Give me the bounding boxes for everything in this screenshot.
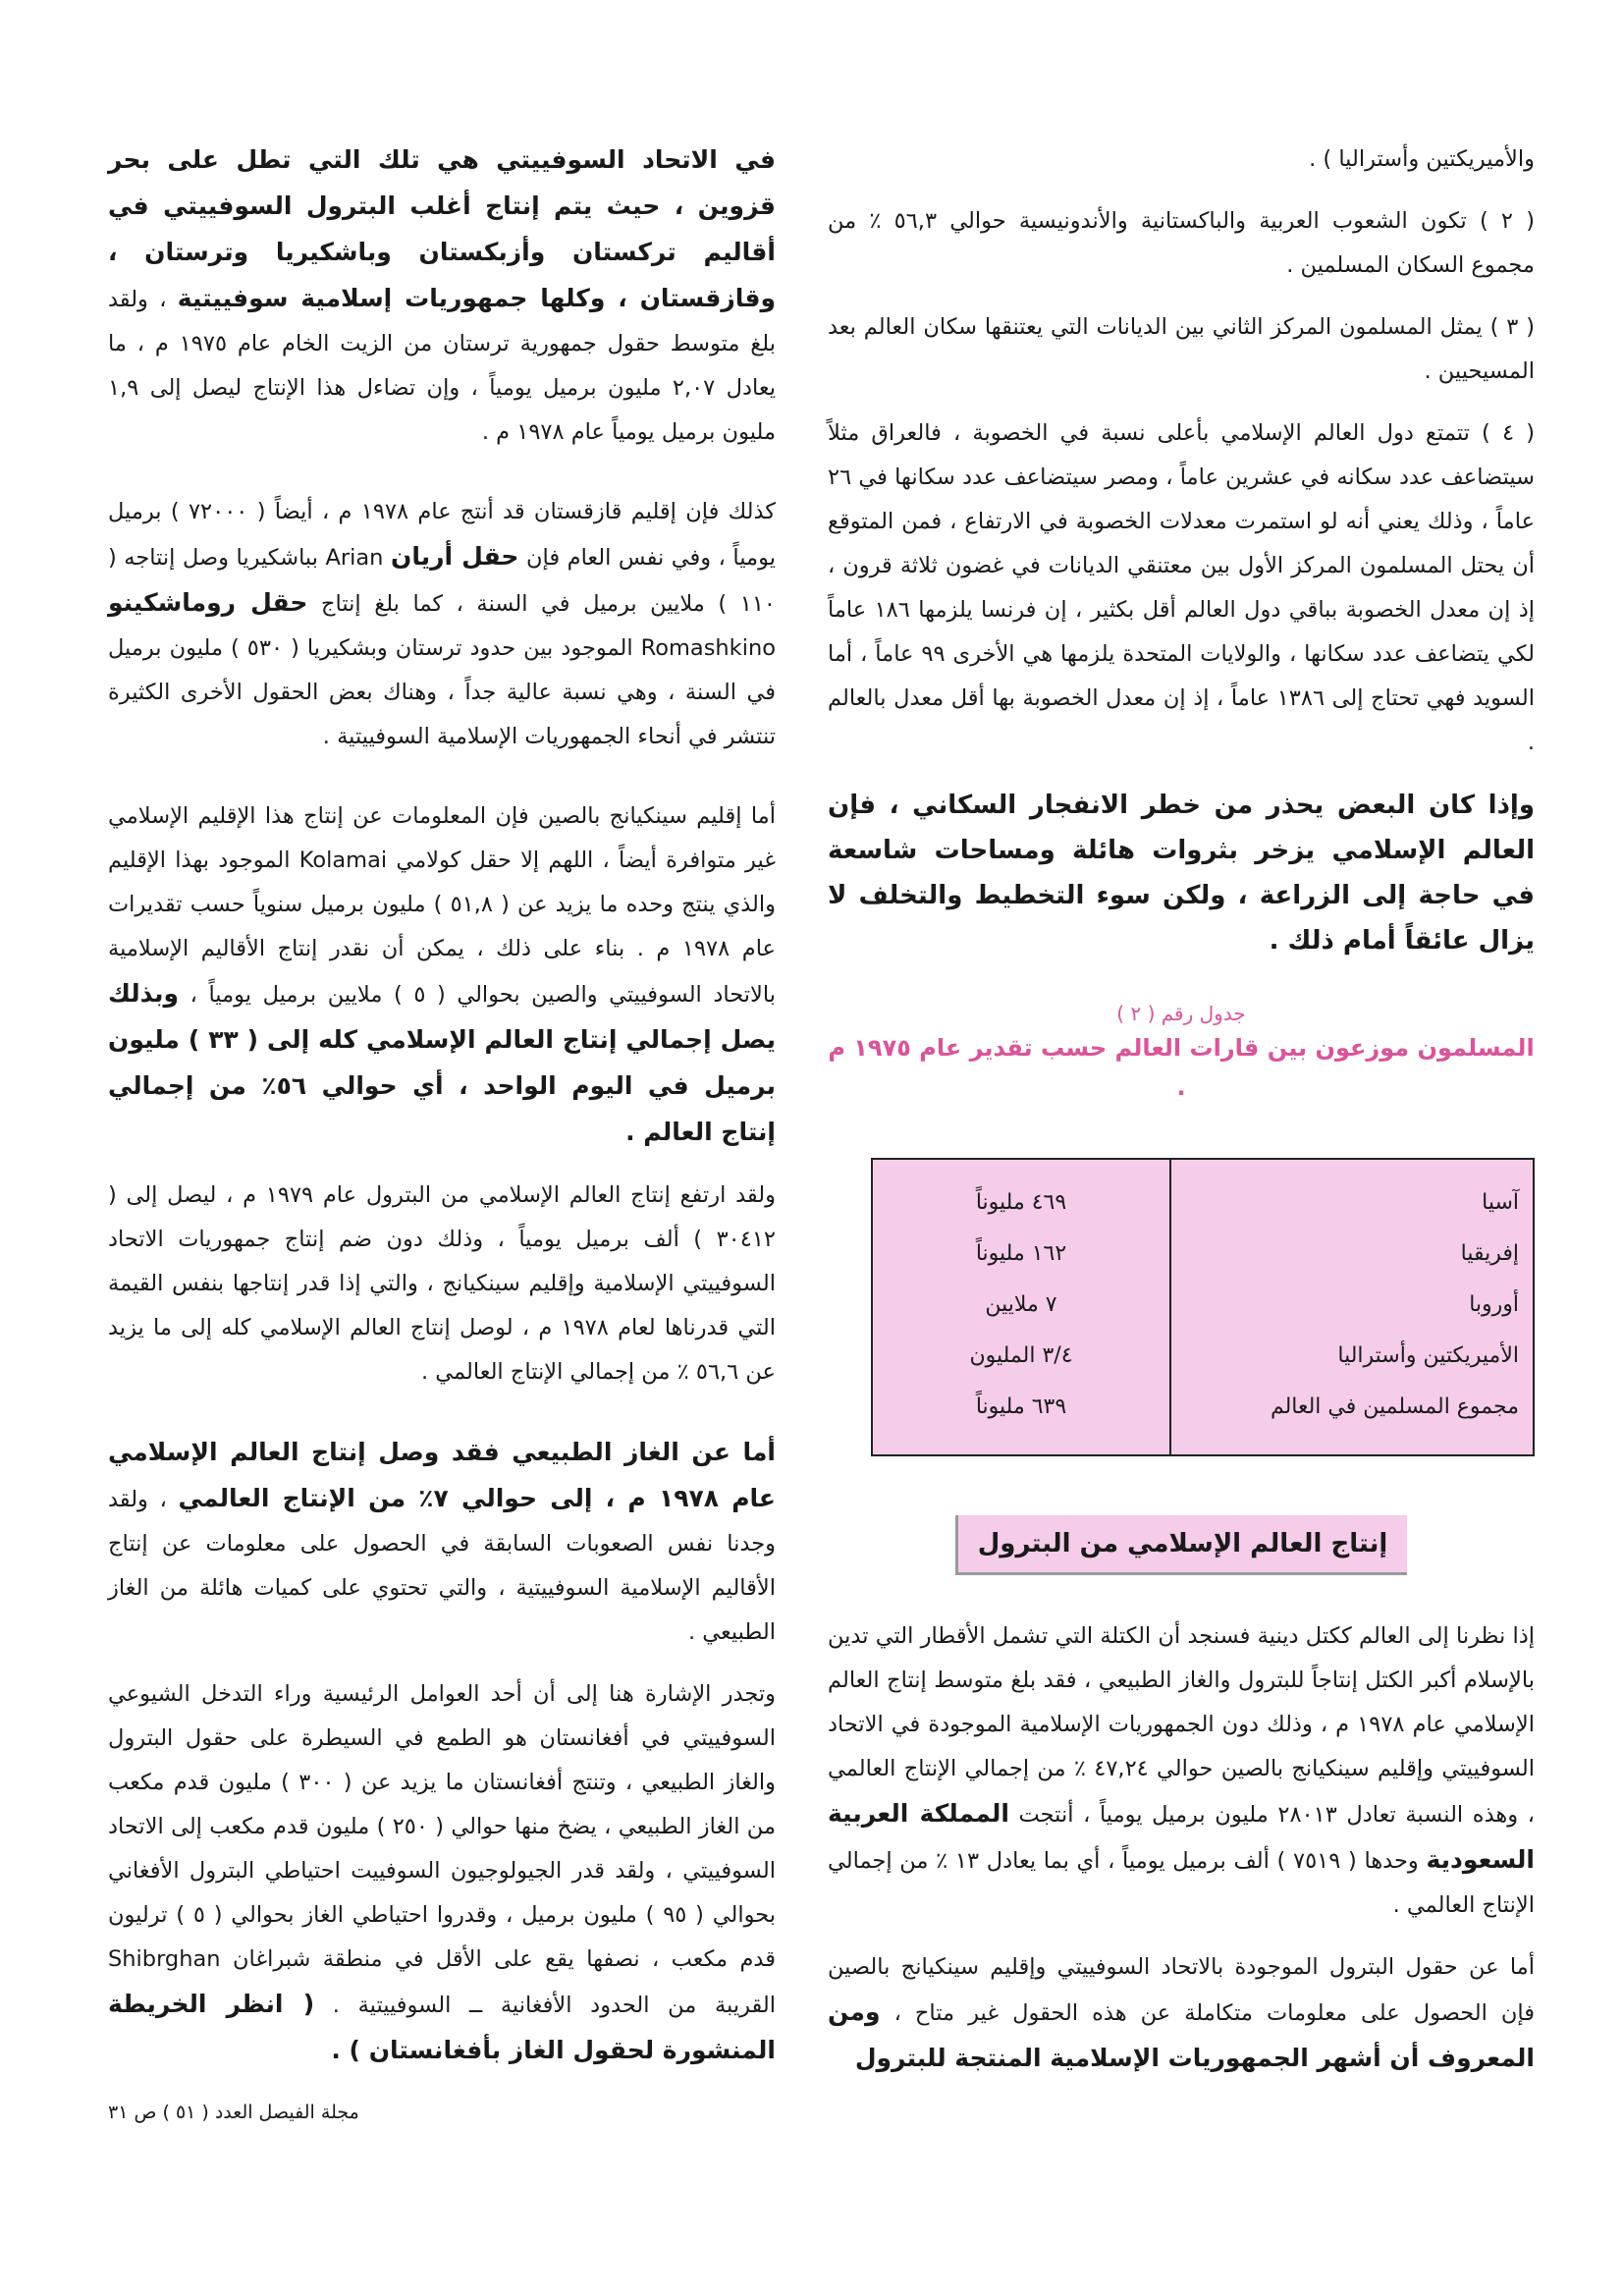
text-span: أما عن حقول البترول الموجودة بالاتحاد السوفييتي وإقليم سينكيانج بالصين فإن الحصول على معلومات متكاملة عن هذه الحقول غير متاح ، [828, 1954, 1536, 2026]
text-span: ، ولقد بلغ متوسط حقول جمهورية ترستان من الزيت الخام عام ١٩٧٥ م ، ما يعادل ٢,٠٧ مليون برميل يومياً ، وإن تضاءل هذا الإنتاج ليصل إلى ١,٩ مليون برميل يومياً عام ١٩٧٨ م . [108, 287, 776, 445]
table-row [872, 1280, 1534, 1331]
paragraph-point-2: ( ٢ ) تكون الشعوب العربية والباكستانية والأندونيسية حوالي ٥٦,٣ ٪ من مجموع السكان المسلمين . [828, 208, 1535, 278]
section-heading-oil: إنتاج العالم الإسلامي من البترول [955, 1515, 1407, 1575]
paragraph-continuation: والأميريكتين وأستراليا ) . [1309, 146, 1535, 172]
paragraph-kazakhstan [108, 490, 776, 759]
text-span: Arian بباشكيريا وصل إنتاجه ( ١١٠ ) ملايين برميل في السنة ، كما بلغ إنتاج [108, 545, 776, 617]
table-row [872, 1159, 1534, 1229]
paragraph-soviet-fields [828, 1945, 1535, 2082]
text-span: أما إقليم سينكيانج بالصين فإن المعلومات عن إنتاج هذا الإقليم الإسلامي غير متوافرة أيضاً ، اللهم إلا حقل كولامي Kolamai الموجود بهذا الإقليم والذي ينتج وحده ما يزيد عن ( ٥١,٨ ) مليون برميل سنوياً حسب تقديرات عام ١٩٧٨ م . بناء على ذلك ، يمكن أن نقدر إنتاج الأقاليم الإسلامية بالاتحاد السوفييتي والصين بحوالي ( ٥ ) ملايين برميل يومياً ، [108, 803, 776, 1008]
table-cell-value: ٦٣٩ مليوناً [975, 1394, 1067, 1419]
bold-natural-gas: أما عن الغاز الطبيعي فقد وصل إنتاج العالم الإسلامي عام ١٩٧٨ م ، إلى حوالي ٧٪ من الإنتاج العالمي [108, 1438, 777, 1512]
bold-paragraph-population: وإذا كان البعض يحذر من خطر الانفجار السكاني ، فإن العالم الإسلامي يزخر بثروات هائلة ومساحات شاسعة في حاجة إلى الزراعة ، ولكن سوء التخطيط والتخلف لا يزال عائقاً أمام ذلك . [828, 791, 1535, 956]
table-row [872, 1229, 1534, 1280]
table-cell-value: ١٦٢ مليوناً [975, 1241, 1067, 1266]
text-span: وحدها ( ٧٥١٩ ) ألف برميل يومياً ، أي بما يعادل ١٣ ٪ من إجمالي الإنتاج العالمي . [828, 1848, 1535, 1918]
table-cell-region: مجموع المسلمين في العالم [1170, 1382, 1534, 1455]
bold-saudi-arabia: المملكة العربية السعودية [828, 1799, 1535, 1874]
text-span: إذا نظرنا إلى العالم ككتل دينية فسنجد أن الكتلة التي تشمل الأقطار التي تدين بالإسلام أكبر الكتل إنتاجاً للبترول والغاز الطبيعي ، فقد بلغ متوسط إنتاج العالم الإسلامي عام ١٩٧٨ م ، وذلك دون الجمهوريات الإسلامية الموجودة في الاتحاد السوفييتي وإقليم سينكيانج بالصين حوالي ٤٧,٢٤ ٪ من إجمالي الإنتاج العالمي ، وهذه النسبة تعادل ٢٨٠١٣ مليون برميل يومياً ، أنتجت [828, 1623, 1535, 1828]
paragraph-xinjiang [108, 794, 776, 1156]
paragraph-oil-production [828, 1614, 1535, 1928]
table-cell-value: ٣/٤ المليون [969, 1343, 1073, 1368]
bold-famous-republics: ومن المعروف أن أشهر الجمهوريات الإسلامية المنتجة للبترول [828, 1997, 1535, 2072]
bold-arian-field: حقل أريان [390, 542, 519, 571]
table-cell-value: ٤٦٩ مليوناً [975, 1190, 1067, 1215]
table-title: المسلمون موزعون بين قارات العالم حسب تقدير عام ١٩٧٥ م . [828, 1034, 1535, 1101]
text-span: Romashkino الموجود بين حدود ترستان وبشكيريا ( ٥٣٠ ) مليون برميل في السنة ، وهي نسبة عالية جداً ، وهناك بعض الحقول الأخرى الكثيرة تنتشر في أنحاء الجمهوريات الإسلامية السوفييتية . [108, 635, 776, 749]
table-number: جدول رقم ( ٢ ) [1116, 1002, 1246, 1025]
paragraph-1979: ولقد ارتفع إنتاج العالم الإسلامي من البترول عام ١٩٧٩ م ، ليصل إلى ( ٣٠٤١٢ ) ألف برميل يومياً ، وذلك دون ضم إنتاج جمهوريات الاتحاد السوفييتي الإسلامية وإقليم سينكيانج ، والتي إذا قدر إنتاجها بنفس القيمة التي قدرناها لعام ١٩٧٨ م ، لوصل إنتاج العالم الإسلامي كله إلى ما يزيد عن ٥٦,٦ ٪ من إجمالي الإنتاج العالمي . [108, 1182, 776, 1385]
paragraph-caspian [108, 137, 776, 455]
table-cell-region: أوروبا [1170, 1280, 1534, 1331]
table-cell-region: آسيا [1170, 1159, 1534, 1229]
text-span: ، ولقد وجدنا نفس الصعوبات السابقة في الحصول على معلومات عن إنتاج الأقاليم الإسلامية السوفييتية ، والتي تحتوي على كميات هائلة من الغاز الطبيعي . [108, 1487, 776, 1645]
bold-see-map: ( انظر الخريطة المنشورة لحقول الغاز بأفغانستان ) . [108, 1990, 776, 2064]
paragraph-afghanistan [108, 1672, 776, 2074]
paragraph-point-4: ( ٤ ) تتمتع دول العالم الإسلامي بأعلى نسبة في الخصوبة ، فالعراق مثلاً سيتضاعف عدد سكانه في عشرين عاماً ، ومصر سيتضاعف عدد سكانها في ٢٦ عاماً ، وذلك يعني أنه لو استمرت معدلات الخصوبة في الارتفاع ، فمن المتوقع أن يحتل المسلمون المركز الأول بين معتنقي الديانات في غضون ثلاثة قرون ، إذ إن معدل الخصوبة بباقي دول العالم أقل بكثير ، إن فرنسا يلزمها ١٨٦ عاماً لكي يتضاعف عدد سكانها ، والولايات المتحدة يلزمها هي الأخرى ٩٩ عاماً ، أما السويد فهي تحتاج إلى ١٣٨٦ عاماً ، إذ إن معدل الخصوبة بها أقل معدل بالعالم . [828, 420, 1535, 755]
table-row [872, 1382, 1534, 1455]
right-column [828, 137, 1535, 2100]
bold-total-production: وبذلك يصل إجمالي إنتاج العالم الإسلامي كله إلى ( ٣٣ ) مليون برميل في اليوم الواحد ، أي حوالي ٥٦٪ من إجمالي إنتاج العالم . [108, 979, 777, 1146]
text-span: وتجدر الإشارة هنا إلى أن أحد العوامل الرئيسية وراء التدخل الشيوعي السوفييتي في أفغانستان هو الطمع في السيطرة على حقول البترول والغاز الطبيعي ، وتنتج أفغانستان ما يزيد عن ( ٣٠٠ ) مليون قدم مكعب من الغاز الطبيعي ، يضخ منها حوالي ( ٢٥٠ ) مليون قدم مكعب إلى الاتحاد السوفييتي ، ولقد قدر الجيولوجيون السوفييت احتياطي البترول الأفغاني بحوالي ( ٩٥ ) مليون برميل ، وقدروا احتياطي الغاز بحوالي ( ٥ ) ترليون قدم مكعب ، نصفها يقع على الأقل في منطقة شبراغان Shibrghan القريبة من الحدود الأفغانية ــ السوفييتية . [108, 1681, 776, 2018]
table-cell-value: ٧ ملايين [985, 1292, 1057, 1317]
table-row [872, 1331, 1534, 1382]
table-cell-region: الأميريكتين وأستراليا [1170, 1331, 1534, 1382]
left-column [108, 137, 776, 2092]
table-caption [828, 999, 1535, 1107]
paragraph-natural-gas [108, 1430, 776, 1655]
page-footer: مجلة الفيصل العدد ( ٥١ ) ص ٣١ [108, 2102, 359, 2123]
table-cell-region: إفريقيا [1170, 1229, 1534, 1280]
paragraph-point-3: ( ٣ ) يمثل المسلمون المركز الثاني بين الديانات التي يعتنقها سكان العالم بعد المسيحيين . [828, 314, 1535, 384]
bold-romashkino-field: حقل روماشكينو [108, 588, 308, 617]
bold-caspian-republics: في الاتحاد السوفييتي هي تلك التي تطل على بحر قزوين ، حيث يتم إنتاج أغلب البترول السوفييتي في أقاليم تركستان وأزبكستان وباشكيريا وترستان ، وقازقستان ، وكلها جمهوريات إسلامية سوفييتية [108, 145, 777, 312]
text-span: كذلك فإن إقليم قازقستان قد أنتج عام ١٩٧٨ م ، أيضاً ( ٧٢٠٠٠ ) برميل يومياً ، وفي نفس العام فإن [108, 499, 776, 571]
muslims-distribution-table [871, 1158, 1535, 1456]
